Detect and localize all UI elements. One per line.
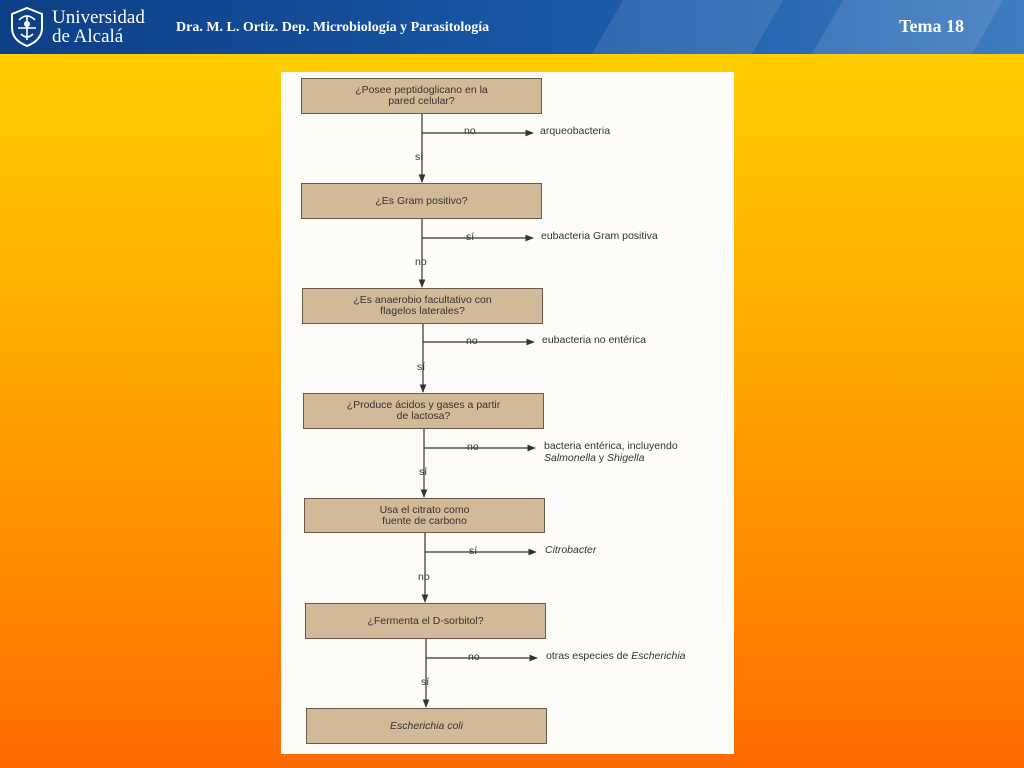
box-text: pared celular? — [388, 95, 455, 107]
result-prefix: otras especies de — [546, 650, 632, 662]
genus-name: Salmonella — [544, 452, 596, 464]
result-escherichia-coli — [306, 708, 547, 744]
box-text: ¿Es Gram positivo? — [375, 194, 468, 207]
logo-line-1: Universidad — [52, 7, 145, 28]
down-label: no — [418, 571, 430, 583]
box-text: fuente de carbono — [382, 514, 467, 527]
down-label: sí — [421, 676, 430, 688]
header-decoration — [565, 0, 794, 54]
decision-lactose — [303, 393, 544, 429]
branch-label: no — [466, 335, 478, 347]
decision-gram-positive — [301, 183, 542, 219]
conjunction: y — [595, 452, 608, 464]
branch-result: arqueobacteria — [540, 125, 611, 137]
decision-citrate — [304, 498, 545, 533]
university-logo — [8, 4, 168, 50]
branch-label: no — [464, 125, 476, 137]
box-text: de lactosa? — [396, 410, 451, 422]
logo-text — [52, 8, 145, 46]
branch-result: eubacteria no entérica — [542, 334, 646, 346]
branch-result: Citrobacter — [545, 544, 597, 556]
branch-label: no — [468, 651, 480, 663]
branch-label: sí — [466, 231, 475, 243]
box-text: ¿Es anaerobio facultativo con — [353, 294, 492, 306]
box-text: ¿Produce ácidos y gases a partir — [346, 399, 501, 411]
down-label: no — [415, 256, 427, 268]
genus-name: Shigella — [607, 452, 645, 464]
down-label: sí — [419, 466, 428, 478]
branch-result: eubacteria Gram positiva — [541, 230, 658, 242]
branch-result — [544, 440, 678, 464]
down-label: sí — [417, 361, 426, 373]
box-text: ¿Posee peptidoglicano en la — [355, 84, 488, 96]
header-title: Dra. M. L. Ortiz. Dep. Microbiología y Parasitología — [176, 20, 490, 35]
branch-result-line — [544, 452, 678, 464]
branch-result-line: bacteria entérica, incluyendo — [544, 440, 678, 452]
down-label: sí — [415, 151, 424, 163]
decision-sorbitol — [305, 603, 546, 639]
decision-facultative-anaerobe — [302, 288, 543, 324]
header-bar — [0, 0, 1024, 54]
decision-peptidoglycan — [301, 78, 542, 114]
branch-label: sí — [469, 545, 478, 557]
box-text: Usa el citrato como — [379, 503, 470, 516]
topic-number: Tema 18 — [899, 16, 964, 36]
flowchart-panel — [281, 72, 734, 754]
branch-label: no — [467, 441, 479, 453]
box-text: flagelos laterales? — [380, 305, 465, 317]
box-text: Escherichia coli — [390, 719, 463, 732]
logo-line-2: de Alcalá — [52, 26, 124, 47]
genus-name: Escherichia — [631, 650, 686, 662]
box-text: ¿Fermenta el D-sorbitol? — [367, 614, 484, 627]
branch-result — [546, 651, 686, 662]
crest-icon — [8, 6, 46, 48]
